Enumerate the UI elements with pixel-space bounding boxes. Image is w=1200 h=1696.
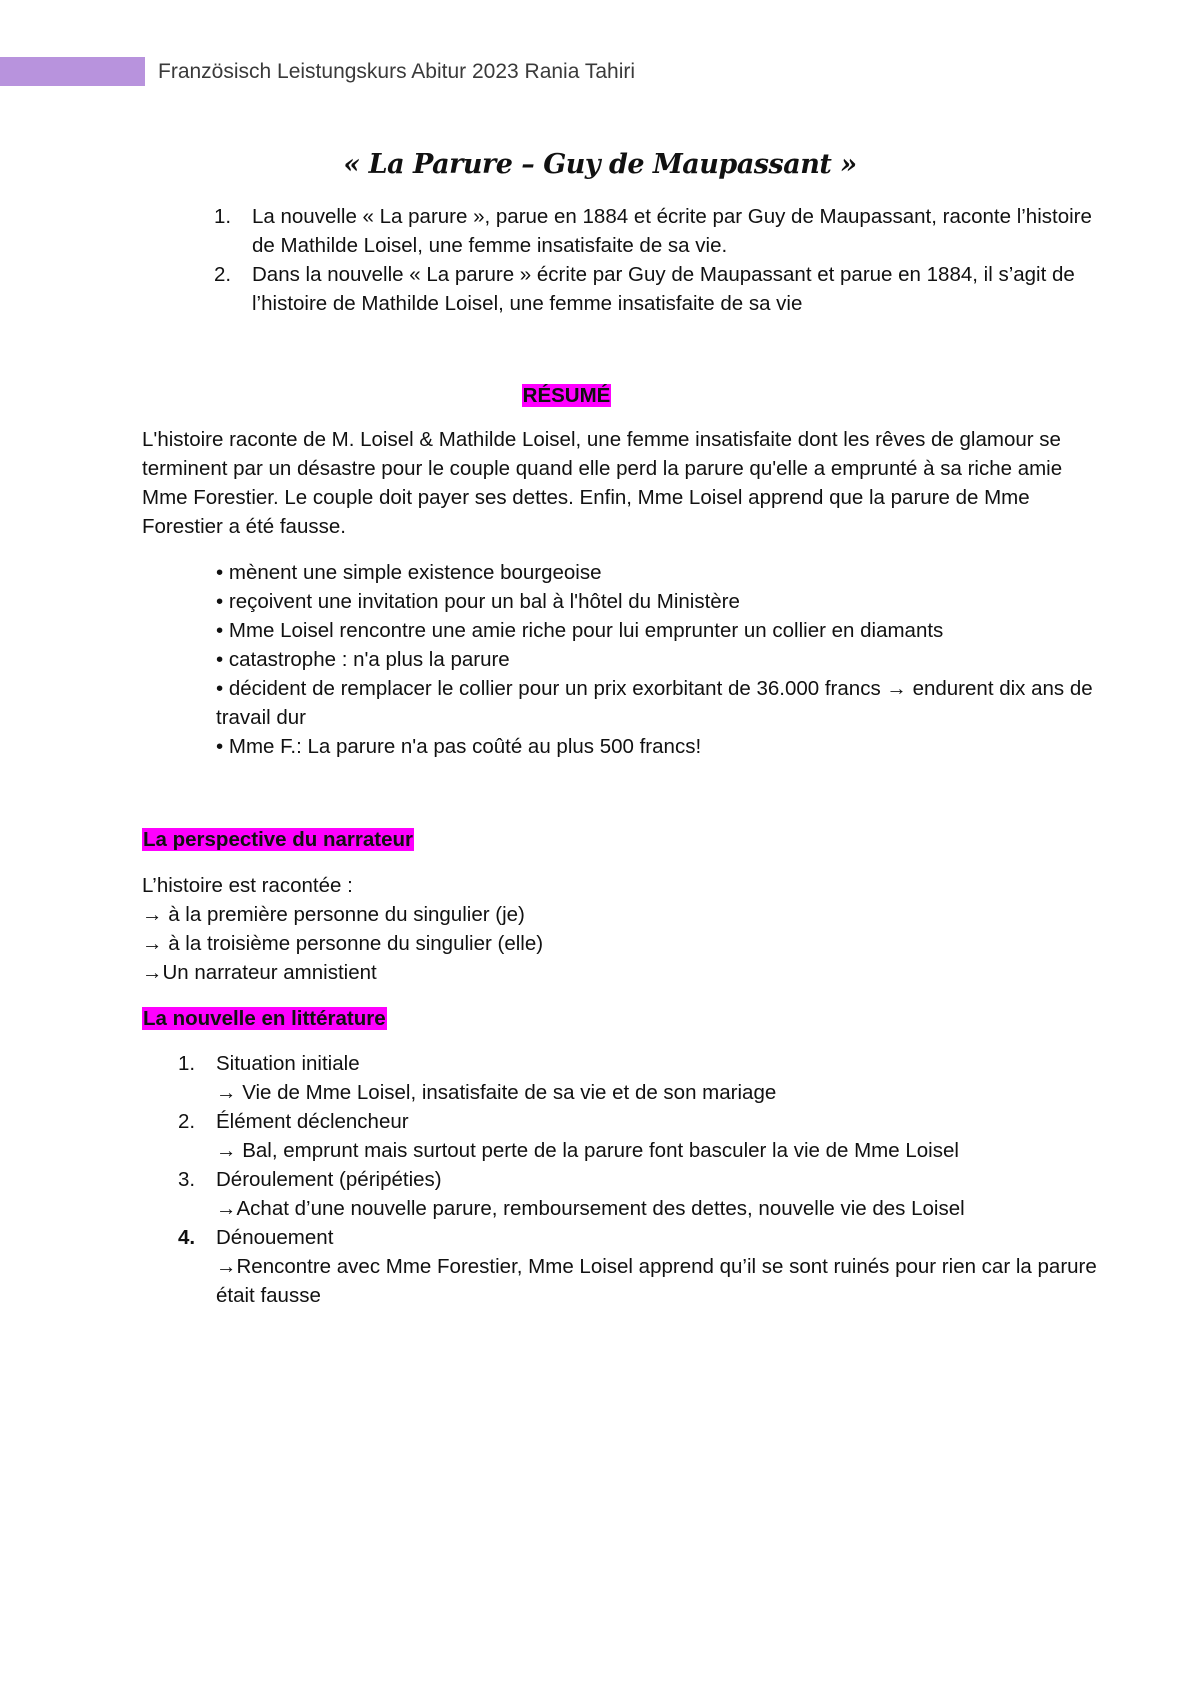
intro-item-number: 1. [214, 205, 232, 228]
resume-bullet: • reçoivent une invitation pour un bal à l'hôtel du Ministère [216, 590, 740, 613]
intro-item-text: Dans la nouvelle « La parure » écrite par Guy de Maupassant et parue en 1884, il s’agit de l’histoire de Mathilde Loisel, une femme insatisfaite de sa vie [252, 263, 1075, 315]
nouvelle-heading: La nouvelle en littérature [143, 1007, 386, 1030]
resume-bullet: • catastrophe : n'a plus la parure [216, 648, 510, 671]
resume-heading-row [0, 381, 1133, 410]
nouvelle-item-title: Situation initiale [216, 1052, 360, 1075]
nouvelle-item-number: 1. [178, 1052, 196, 1075]
intro-item [214, 202, 1094, 260]
resume-bullet-list [216, 558, 1096, 761]
nouvelle-item-detail: → Bal, emprunt mais surtout perte de la parure font basculer la vie de Mme Loisel [216, 1139, 959, 1162]
perspective-item: → à la troisième personne du singulier (elle) [142, 932, 544, 955]
resume-heading: RÉSUMÉ [522, 384, 611, 407]
intro-list [214, 202, 1094, 318]
nouvelle-heading-row [142, 1004, 387, 1033]
resume-bullet: • Mme Loisel rencontre une amie riche pour lui emprunter un collier en diamants [216, 619, 944, 642]
nouvelle-item-title: Élément déclencheur [216, 1110, 409, 1133]
nouvelle-item-detail: →Rencontre avec Mme Forestier, Mme Loisel apprend qu’il se sont ruinés pour rien car la parure était fausse [216, 1255, 1097, 1307]
page-header: Französisch Leistungskurs Abitur 2023 Rania Tahiri [158, 60, 636, 83]
resume-bullet: • décident de remplacer le collier pour un prix exorbitant de 36.000 francs → endurent dix ans de travail dur [216, 677, 1093, 729]
perspective-heading-row [142, 825, 414, 854]
nouvelle-item [178, 1165, 1098, 1223]
nouvelle-item-title: Dénouement [216, 1226, 334, 1249]
nouvelle-item-detail: →Achat d’une nouvelle parure, remboursement des dettes, nouvelle vie des Loisel [216, 1197, 965, 1220]
header-accent-bar [0, 57, 145, 86]
intro-item [214, 260, 1094, 318]
resume-paragraph: L'histoire raconte de M. Loisel & Mathilde Loisel, une femme insatisfaite dont les rêves de glamour se terminent par un désastre pour le couple quand elle perd la parure qu'elle a emprunté à sa riche amie Mme Forestier. Le couple doit payer ses dettes. Enfin, Mme Loisel apprend que la parure de Mme Forestier a été fausse. [142, 428, 1063, 538]
perspective-item: →Un narrateur amnistient [142, 961, 377, 984]
nouvelle-list [178, 1049, 1098, 1310]
perspective-block [142, 871, 1042, 987]
nouvelle-item-number: 2. [178, 1110, 196, 1133]
intro-item-number: 2. [214, 263, 232, 286]
nouvelle-item [178, 1049, 1098, 1107]
perspective-heading: La perspective du narrateur [143, 828, 414, 851]
nouvelle-item-title: Déroulement (péripéties) [216, 1168, 442, 1191]
nouvelle-item-number: 3. [178, 1168, 196, 1191]
perspective-intro: L’histoire est racontée : [142, 874, 353, 897]
resume-bullet: • mènent une simple existence bourgeoise [216, 561, 602, 584]
intro-item-text: La nouvelle « La parure », parue en 1884 et écrite par Guy de Maupassant, raconte l’histoire de Mathilde Loisel, une femme insatisfaite de sa vie. [252, 205, 1092, 257]
resume-bullet: • Mme F.: La parure n'a pas coûté au plus 500 francs! [216, 735, 702, 758]
nouvelle-item [178, 1107, 1098, 1165]
page-title: « La Parure – Guy de Maupassant » [343, 149, 857, 180]
nouvelle-item-detail: → Vie de Mme Loisel, insatisfaite de sa vie et de son mariage [216, 1081, 777, 1104]
perspective-item: → à la première personne du singulier (je) [142, 903, 525, 926]
nouvelle-item [178, 1223, 1098, 1310]
nouvelle-item-number: 4. [178, 1226, 196, 1249]
